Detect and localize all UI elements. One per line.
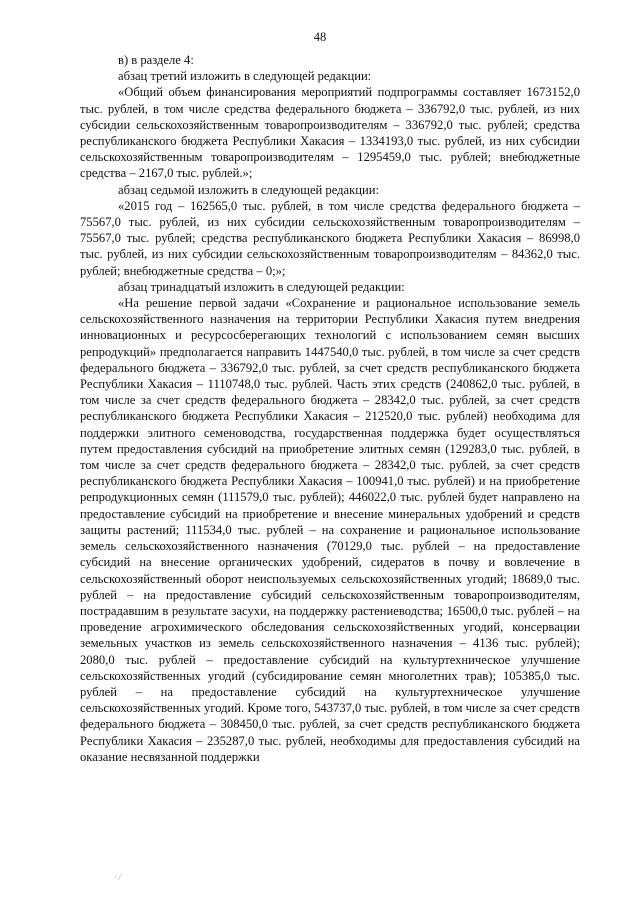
amendment-instruction: абзац седьмой изложить в следующей редакции: [118,182,379,197]
amendment-instruction: абзац тринадцатый изложить в следующей редакции: [118,279,405,294]
item-heading: в) в разделе 4: [118,53,194,67]
scan-artifact: · ⁄ [114,872,121,882]
amendment-text: «На решение первой задачи «Сохранение и рациональное использование земель сельскохозяйственного назначения на территории Республики Хакасия путем внедрения инновационных и ресурсосберегающих технологий с использованием семян высших репродукций» предполагается направить 1447540,0 тыс. рублей, в том числе за счет средств федерального бюджета – 336792,0 тыс. рублей, за счет средств республиканского бюджета Республики Хакасия – 1110748,0 тыс. рублей. Часть этих средств (240862,0 тыс. рублей, в том числе за счет средств федерального бюджета – 28342,0 тыс. рублей, за счет средств республиканского бюджета Республики Хакасия – 212520,0 тыс. рублей) необходима для поддержки элитного семеноводства, государственная поддержка будет осуществляться путем предоставления субсидий на приобретение элитных семян (129283,0 тыс. рублей, в том числе за счет средств федерального бюджета – 28342,0 тыс. рублей, за счет средств республиканского бюджета Республики Хакасия – 100941,0 тыс. рублей) и на приобретение репродукционных семян (111579,0 тыс. рублей); 446022,0 тыс. рублей будет направлено на предоставление субсидий на приобретение и внесение минеральных удобрений и средств защиты растений; 111534,0 тыс. рублей – на сохранение и рациональное использование земель сельскохозяйственного назначения (70129,0 тыс. рублей – на предоставление субсидий на внесение органических удобрений, сидератов в почву и вовлечение в сельскохозяйственный оборот неиспользуемых сельскохозяйственных угодий; 18689,0 тыс. рублей – на предоставление субсидий сельскохозяйственным товаропроизводителям, пострадавшим в результате засухи, на поддержку растениеводства; 16500,0 тыс. рублей – на проведение агрохимического обследования сельскохозяйственных угодий, консервации земельных участков из земель сельскохозяйственного назначения – 4136 тыс. рублей); 2080,0 тыс. рублей – предоставление субсидий на культуртехническое улучшение сельскохозяйственных угодий (субсидирование семян многолетних трав); 105385,0 тыс. рублей – на предоставление субсидий на культуртехническое улучшение сельскохозяйственных угодий. Кроме того, 543737,0 тыс. рублей, в том числе за счет средств федерального бюджета – 308450,0 тыс. рублей, за счет средств республиканского бюджета Республики Хакасия – 235287,0 тыс. рублей, необходимы для предоставления субсидий на оказание несвязанной поддержки [80,296,580,764]
page-number: 48 [313,30,327,44]
amendment-text: «Общий объем финансирования мероприятий подпрограммы составляет 1673152,0 тыс. рублей, в том числе средства федерального бюджета – 336792,0 тыс. рублей, из них субсидии сельскохозяйственным товаропроизводителям – 336792,0 тыс. рублей; средства республиканского бюджета Республики Хакасия – 1334193,0 тыс. рублей, из них субсидии сельскохозяйственным товаропроизводителям – 1295459,0 тыс. рублей; внебюджетные средства – 2167,0 тыс. рублей.»; [80,85,580,181]
document-body [80,52,580,765]
amendment-instruction: абзац третий изложить в следующей редакции: [118,69,372,84]
amendment-text: «2015 год – 162565,0 тыс. рублей, в том числе средства федерального бюджета – 75567,0 тыс. рублей, из них субсидии сельскохозяйственным товаропроизводителям – 75567,0 тыс. рублей; средства республиканского бюджета Республики Хакасия – 86998,0 тыс. рублей, из них субсидии сельскохозяйственным товаропроизводителям – 84362,0 тыс. рублей; внебюджетные средства – 0;»; [80,198,580,278]
